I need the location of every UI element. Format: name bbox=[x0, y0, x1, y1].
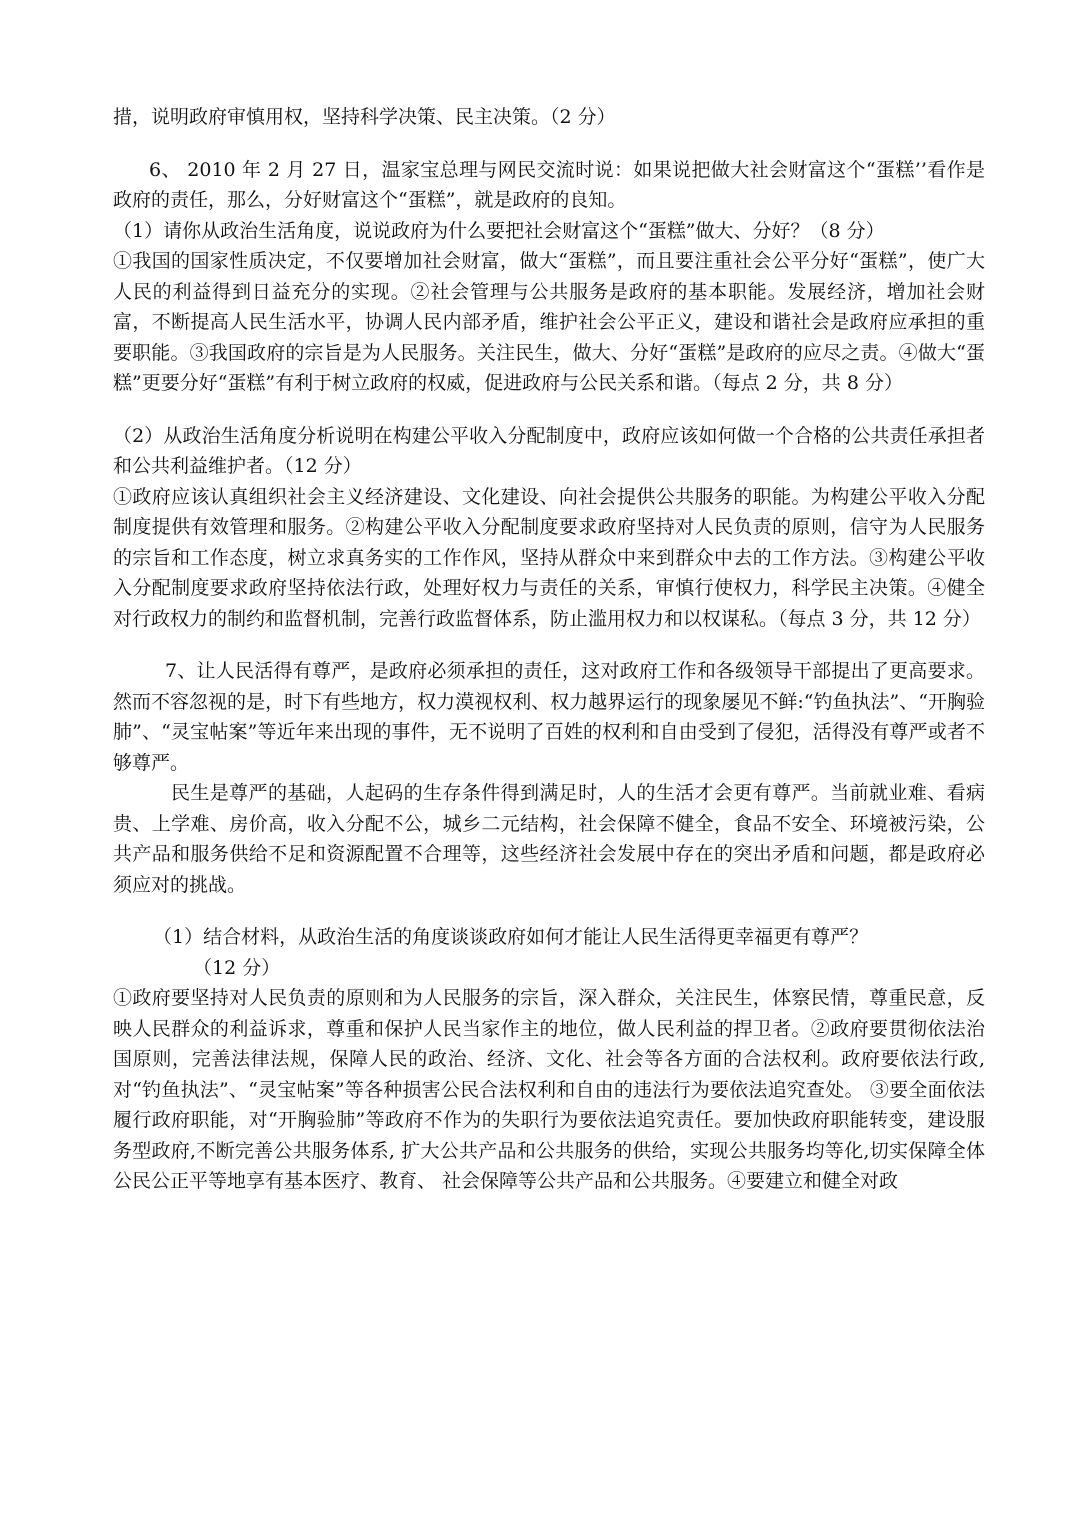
question-7-1-score: （12 分） bbox=[193, 956, 281, 979]
question-7-1-prompt: （1）结合材料，从政治生活的角度谈谈政府如何才能让人民生活得更幸福更有尊严？ bbox=[153, 926, 869, 948]
intro-line: 措，说明政府审慎用权，坚持科学决策、民主决策。（2 分） bbox=[113, 106, 616, 128]
question-6-stem: 6、 2010 年 2 月 27 日，温家宝总理与网民交流时说：如果说把做大社会财富这个“蛋糕’’看作是政府的责任，那么，分好财富这个“蛋糕”，就是政府的良知。 bbox=[113, 158, 985, 211]
question-6-2-prompt: （2）从政治生活角度分析说明在构建公平收入分配制度中，政府应该如何做一个合格的公共责任承担者和公共利益维护者。（12 分） bbox=[113, 424, 985, 477]
question-6-1-prompt: （1）请你从政治生活角度，说说政府为什么要把社会财富这个“蛋糕”做大、分好？（8 分） bbox=[113, 219, 885, 242]
question-6-2-answer: ①政府应该认真组织社会主义经济建设、文化建设、向社会提供公共服务的职能。为构建公平收入分配制度提供有效管理和服务。②构建公平收入分配制度要求政府坚持对人民负责的原则，信守为人民服务的宗旨和工作态度，树立求真务实的工作作风，坚持从群众中来到群众中去的工作方法。③构建公平收入分配制度要求政府坚持依法行政，处理好权力与责任的关系，审慎行使权力，科学民主决策。④健全对行政权力的制约和监督机制，完善行政监督体系，防止滥用权力和以权谋私。（每点 3 分，共 12 分） bbox=[113, 485, 985, 630]
question-6-1-answer: ①我国的国家性质决定，不仅要增加社会财富，做大“蛋糕”，而且要注重社会公平分好“蛋糕”，使广大人民的利益得到日益充分的实现。②社会管理与公共服务是政府的基本职能。发展经济，增加社会财富，不断提高人民生活水平，协调人民内部矛盾，维护社会公平正义，建设和谐社会是政府应承担的重要职能。③我国政府的宗旨是为人民服务。关注民生，做大、分好“蛋糕”是政府的应尽之责。④做大“蛋糕”更要分好“蛋糕”有利于树立政府的权威，促进政府与公民关系和谐。（每点 2 分，共 8 分） bbox=[113, 250, 985, 394]
document-page bbox=[113, 102, 985, 1197]
question-7-stem-paragraph-2: 民生是尊严的基础，人起码的生存条件得到满足时，人的生活才会更有尊严。当前就业难、看病贵、上学难、房价高，收入分配不公，城乡二元结构，社会保障不健全，食品不安全、环境被污染，公共产品和服务供给不足和资源配置不合理等，这些经济社会发展中存在的突出矛盾和问题，都是政府必须应对的挑战。 bbox=[113, 782, 985, 896]
question-7-stem-paragraph-1: 7、让人民活得有尊严，是政府必须承担的责任，这对政府工作和各级领导干部提出了更高要求。然而不容忽视的是，时下有些地方，权力漠视权利、权力越界运行的现象屡见不鲜:“钓鱼执法”、“开胸验肺”、“灵宝帖案”等近年来出现的事件，无不说明了百姓的权利和自由受到了侵犯，活得没有尊严或者不够尊严。 bbox=[113, 660, 985, 774]
question-7-1-answer: ①政府要坚持对人民负责的原则和为人民服务的宗旨，深入群众，关注民生，体察民情，尊重民意，反映人民群众的利益诉求，尊重和保护人民当家作主的地位，做人民利益的捍卫者。②政府要贯彻依法治国原则，完善法律法规，保障人民的政治、经济、文化、社会等各方面的合法权利。政府要依法行政,对“钓鱼执法”、“灵宝帖案”等各种损害公民合法权利和自由的违法行为要依法追究查处。 ③要全面依法履行政府职能，对“开胸验肺”等政府不作为的失职行为要依法追究责任。要加快政府职能转变，建设服务型政府,不断完善公共服务体系, 扩大公共产品和公共服务的供给，实现公共服务均等化,切实保障全体公民公正平等地享有基本医疗、教育、 社会保障等公共产品和公共服务。④要建立和健全对政 bbox=[113, 987, 985, 1192]
